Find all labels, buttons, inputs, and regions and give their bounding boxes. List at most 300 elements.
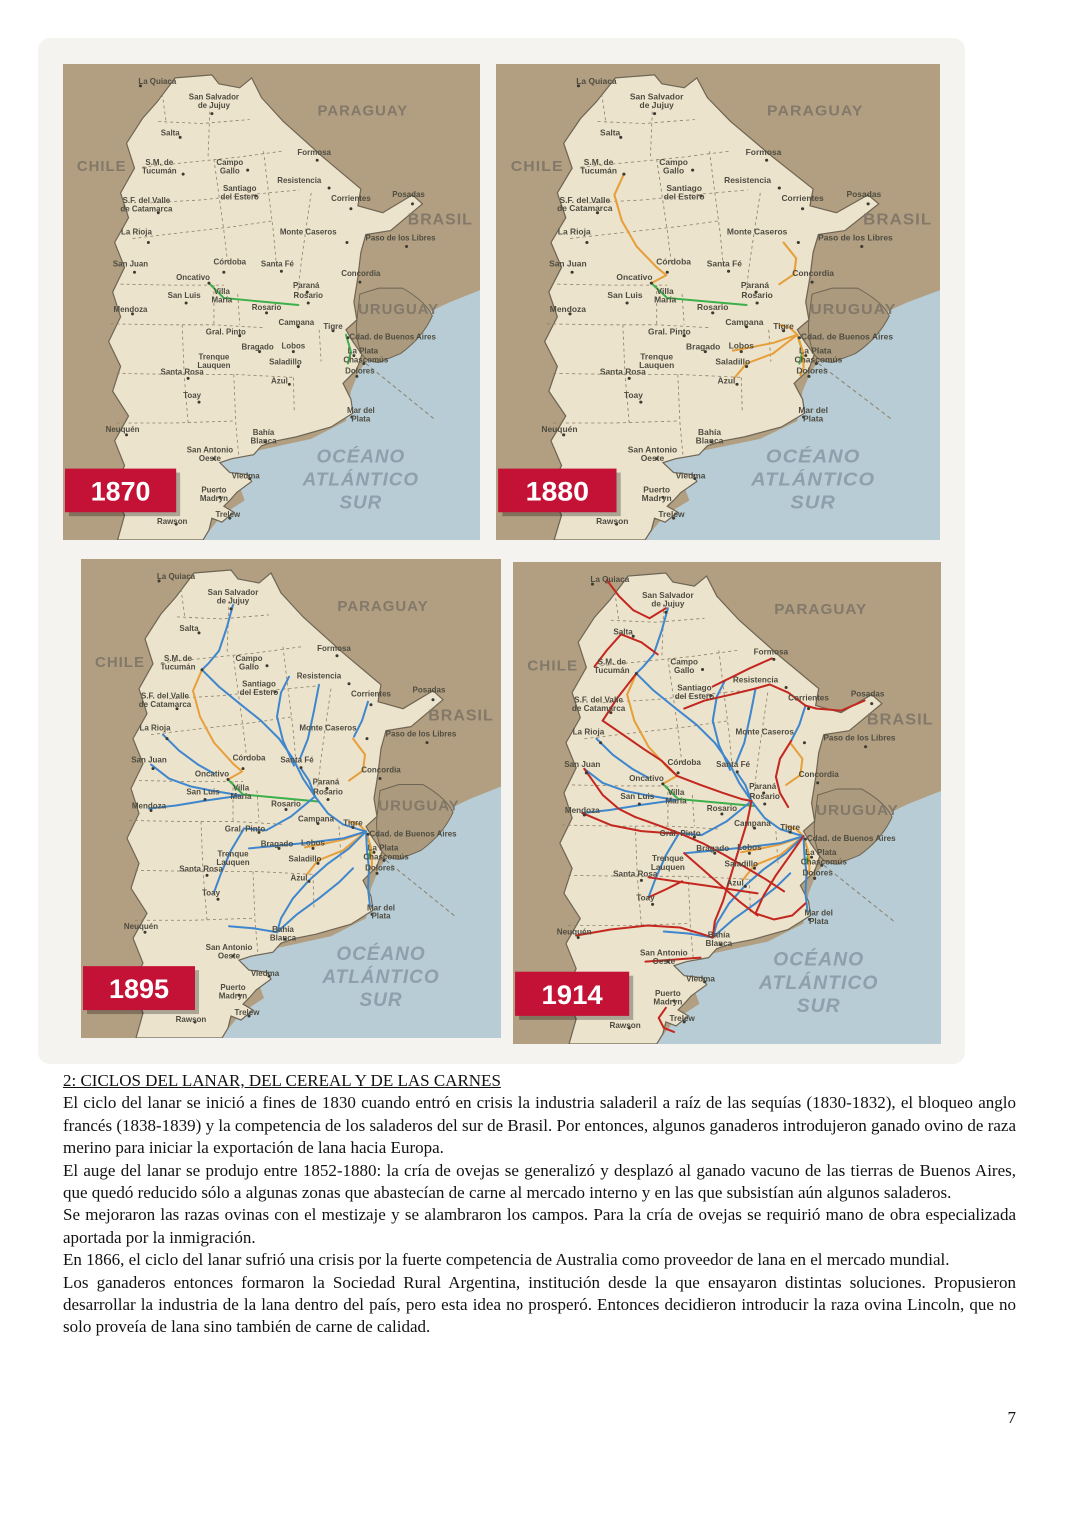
- city-label: Toay: [623, 391, 643, 401]
- city-dot: [772, 658, 775, 661]
- city-label: Viedma: [686, 974, 715, 984]
- city-label: Bahía Blanca: [250, 427, 277, 446]
- city-label: Formosa: [753, 647, 789, 657]
- city-dot: [166, 737, 169, 740]
- city-dot: [860, 245, 863, 248]
- city-label: La Plata: [367, 843, 399, 853]
- city-label: Formosa: [745, 148, 782, 158]
- city-label: Viedma: [675, 471, 706, 481]
- city-dot: [316, 159, 319, 162]
- paragraph-4: En 1866, el ciclo del lanar sufrió una crisis por la fuerte competencia de Australia como proveedor de lana en el mercado mundial.: [63, 1250, 950, 1270]
- city-label: Lobos: [281, 341, 306, 351]
- city-label: Santa Rosa: [179, 864, 223, 874]
- city-label: Corrientes: [331, 193, 371, 203]
- ocean-label: SUR: [359, 990, 403, 1012]
- city-label: Monte Caseros: [735, 727, 794, 737]
- city-label: Paraná: [740, 281, 770, 291]
- city-label: Campana: [725, 318, 764, 327]
- country-label: CHILE: [76, 159, 127, 176]
- city-label: Saladillo: [269, 357, 302, 367]
- city-dot: [864, 745, 867, 748]
- city-dot: [308, 880, 311, 883]
- city-label: Rosario: [251, 302, 282, 312]
- railway-map-1870: [63, 64, 480, 540]
- city-label: La Quiaca: [156, 571, 196, 581]
- city-label: La Plata: [347, 346, 379, 356]
- city-label: Corrientes: [781, 194, 824, 203]
- city-label: Dolores: [802, 868, 833, 878]
- city-dot: [266, 664, 269, 667]
- city-label: Monte Caseros: [726, 227, 788, 237]
- city-dot: [763, 802, 766, 805]
- railway-map-1880: [496, 64, 940, 540]
- city-dot: [379, 777, 382, 780]
- city-label: Mendoza: [113, 304, 148, 314]
- city-label: Oncativo: [194, 769, 230, 779]
- country-label: PARAGUAY: [767, 102, 864, 120]
- city-label: Paso de los Libres: [365, 233, 436, 243]
- ocean-label: OCÉANO: [773, 949, 865, 971]
- city-dot: [336, 654, 339, 657]
- city-label: Trenque Lauquen: [650, 854, 685, 872]
- country-label: URUGUAY: [358, 301, 440, 318]
- city-dot: [635, 672, 638, 675]
- city-dot: [778, 186, 781, 189]
- city-label: Santa Rosa: [599, 367, 646, 377]
- paragraph-5: Los ganaderos entonces formaron la Sociedad Rural Argentina, institución desde la que ensayaron distintas soluciones. Propusieron desarrollar la industria de la lana dentro del país, pero esta idea no prosperó. Entonces decidieron introducir la raza ovina Lincoln, que no solo proveía de lana sino también de carne de calidad.: [63, 1272, 1016, 1337]
- city-dot: [691, 169, 694, 172]
- city-label: Posadas: [412, 685, 446, 695]
- city-label: Posadas: [850, 689, 885, 699]
- city-label: Resistencia: [277, 176, 322, 185]
- city-label: Salta: [160, 128, 180, 138]
- country-label: PARAGUAY: [337, 597, 429, 615]
- city-label: Corrientes: [351, 689, 391, 699]
- city-label: Rawson: [175, 1015, 207, 1025]
- city-label: San Luis: [167, 291, 201, 301]
- city-label: Campo Gallo: [216, 158, 244, 176]
- city-dot: [348, 682, 351, 685]
- city-label: S.M. de Tucumán: [580, 158, 618, 176]
- city-label: Rawson: [609, 1020, 641, 1030]
- city-dot: [811, 281, 814, 284]
- city-label: Oncativo: [629, 773, 664, 783]
- city-label: Chascomús: [800, 857, 847, 867]
- city-dot: [801, 207, 804, 210]
- city-dot: [744, 885, 747, 888]
- city-dot: [426, 741, 429, 744]
- paragraph-3: Se mejoraron las razas ovinas con el mestizaje y se alambraron los campos. Para la cría de ovejas se requirió mano de obra especializada aportada por la inmigración.: [63, 1205, 1016, 1247]
- city-label: Bragado: [241, 342, 274, 352]
- city-label: Santa Rosa: [613, 869, 658, 879]
- city-label: Mendoza: [131, 801, 167, 811]
- city-dot: [870, 702, 873, 705]
- city-label: San Luis: [607, 291, 643, 300]
- city-label: Lobos: [301, 838, 325, 848]
- city-dot: [571, 271, 574, 274]
- city-label: Trenque Lauquen: [216, 849, 250, 867]
- city-label: Rosario: [749, 792, 780, 801]
- city-label: Oncativo: [176, 273, 211, 283]
- city-dot: [366, 737, 369, 740]
- city-dot: [677, 771, 680, 774]
- city-dot: [816, 781, 819, 784]
- railway-map-1914: [513, 562, 941, 1044]
- city-label: La Plata: [805, 848, 837, 858]
- city-label: Posadas: [846, 190, 882, 199]
- city-label: Rosario: [271, 799, 301, 809]
- city-dot: [370, 703, 373, 706]
- city-label: Córdoba: [656, 257, 691, 267]
- ocean-label: OCÉANO: [765, 446, 861, 468]
- city-label: San Juan: [549, 259, 587, 269]
- city-label: Tigre: [343, 818, 363, 828]
- city-label: Villa María: [211, 287, 233, 305]
- city-dot: [288, 383, 291, 386]
- city-label: La Quiaca: [138, 76, 177, 86]
- city-label: Bragado: [686, 342, 721, 352]
- city-label: Mar del Plata: [367, 903, 395, 921]
- city-dot: [628, 377, 631, 380]
- city-label: Salta: [600, 128, 621, 138]
- city-label: Concordia: [361, 765, 401, 775]
- city-dot: [358, 281, 361, 284]
- city-label: Rosario: [293, 291, 323, 301]
- city-dot: [307, 302, 310, 305]
- city-label: Toay: [201, 888, 221, 898]
- city-label: Trenque Lauquen: [639, 352, 675, 370]
- city-label: Córdoba: [213, 257, 247, 267]
- city-label: Santa Fé: [260, 259, 294, 269]
- city-label: Formosa: [317, 643, 351, 653]
- city-dot: [230, 607, 233, 610]
- city-label: Bragado: [696, 844, 730, 854]
- city-dot: [187, 377, 190, 380]
- city-dot: [185, 302, 188, 305]
- city-dot: [327, 798, 330, 801]
- city-label: San Juan: [564, 759, 601, 769]
- city-label: Gral. Pinto: [224, 824, 266, 834]
- city-label: Villa María: [665, 788, 687, 806]
- city-label: Salta: [179, 623, 199, 633]
- country-label: URUGUAY: [815, 802, 899, 820]
- year-badge-label: 1895: [108, 974, 170, 1005]
- city-label: Santa Fé: [706, 259, 742, 269]
- city-label: Resistencia: [724, 176, 772, 185]
- city-dot: [736, 770, 739, 773]
- railway-map-1895: [81, 559, 501, 1038]
- page-number: 7: [1007, 1408, 1016, 1427]
- city-dot: [432, 698, 435, 701]
- city-label: La Rioja: [139, 723, 171, 733]
- city-label: Bahía Blanca: [705, 930, 733, 949]
- ocean-label: ATLÁNTICO: [302, 468, 420, 490]
- city-label: Tigre: [323, 321, 343, 331]
- city-dot: [147, 241, 150, 244]
- city-dot: [867, 202, 870, 205]
- city-dot: [242, 767, 245, 770]
- map-panel-1895: [81, 559, 501, 1038]
- city-label: Dolores: [365, 863, 395, 873]
- city-label: Formosa: [297, 148, 331, 158]
- city-dot: [210, 112, 213, 115]
- city-label: Neuquén: [123, 922, 159, 932]
- city-label: Mar del Plata: [804, 908, 833, 926]
- map-panel-1914: [513, 562, 941, 1044]
- city-label: Cdad. de Buenos Aires: [369, 829, 457, 839]
- year-badge-label: 1870: [90, 476, 151, 507]
- ocean-label: SUR: [790, 491, 836, 514]
- city-dot: [206, 874, 209, 877]
- city-label: Toay: [636, 893, 655, 903]
- city-label: Tigre: [780, 823, 801, 833]
- city-label: San Juan: [112, 259, 149, 269]
- city-label: Bragado: [260, 839, 294, 849]
- country-label: CHILE: [510, 158, 564, 175]
- ocean-label: ATLÁNTICO: [751, 469, 876, 491]
- city-dot: [152, 767, 155, 770]
- country-label: BRASIL: [863, 211, 933, 229]
- city-label: Chascomús: [794, 355, 843, 365]
- city-label: Monte Caseros: [279, 227, 337, 237]
- country-label: BRASIL: [428, 707, 494, 725]
- maps-figure: [38, 38, 965, 1064]
- city-dot: [735, 383, 738, 386]
- ocean-label: SUR: [796, 995, 841, 1017]
- city-label: Villa María: [230, 783, 252, 801]
- city-label: Trelew: [669, 1013, 695, 1023]
- city-label: Oncativo: [616, 273, 653, 283]
- city-label: Concordia: [792, 269, 835, 279]
- city-dot: [204, 798, 207, 801]
- city-label: Concordia: [341, 269, 381, 279]
- city-label: Viedma: [231, 471, 260, 481]
- city-dot: [803, 741, 806, 744]
- city-label: S.F. del Valle de Catamarca: [571, 695, 626, 714]
- country-label: BRASIL: [407, 211, 473, 229]
- city-label: Gral. Pinto: [648, 327, 691, 337]
- city-dot: [765, 159, 768, 162]
- city-label: Saladillo: [715, 357, 751, 367]
- city-label: San Salvador de Jujuy: [188, 92, 240, 111]
- city-label: Campo Gallo: [659, 158, 688, 176]
- city-label: S.F. del Valle de Catamarca: [557, 196, 613, 214]
- city-label: Posadas: [392, 189, 425, 199]
- city-label: San Salvador de Jujuy: [629, 92, 684, 111]
- city-dot: [727, 270, 730, 273]
- city-dot: [626, 302, 629, 305]
- city-label: Trelew: [658, 510, 685, 520]
- ocean-label: ATLÁNTICO: [758, 972, 879, 994]
- city-label: S.F. del Valle de Catamarca: [120, 195, 173, 214]
- country-label: BRASIL: [866, 710, 934, 729]
- city-dot: [651, 903, 654, 906]
- city-label: Azul: [717, 376, 736, 386]
- city-label: Gral. Pinto: [205, 327, 246, 337]
- city-label: Santa Fé: [280, 755, 314, 765]
- city-label: S.M. de Tucumán: [594, 657, 630, 675]
- city-label: Cdad. de Buenos Aires: [349, 332, 436, 342]
- city-label: Concordia: [798, 769, 839, 779]
- city-label: La Rioja: [121, 227, 152, 237]
- city-label: Trelew: [215, 510, 241, 520]
- city-label: San Antonio Oeste: [627, 445, 678, 464]
- city-dot: [807, 707, 810, 710]
- city-label: San Antonio Oeste: [186, 445, 234, 464]
- city-label: Salta: [613, 627, 633, 637]
- city-label: Paso de los Libres: [385, 729, 457, 739]
- city-label: Córdoba: [232, 753, 266, 763]
- city-label: Dolores: [796, 366, 828, 376]
- city-label: San Luis: [186, 787, 220, 797]
- city-label: Gral. Pinto: [659, 829, 701, 839]
- city-label: Paso de los Libres: [818, 233, 893, 243]
- city-dot: [785, 686, 788, 689]
- city-dot: [349, 207, 352, 210]
- city-label: San Luis: [620, 792, 655, 801]
- city-label: Viedma: [250, 969, 280, 979]
- country-label: PARAGUAY: [317, 103, 409, 120]
- city-label: Monte Caseros: [299, 723, 357, 733]
- city-label: Dolores: [345, 366, 375, 376]
- city-label: Lobos: [737, 843, 762, 853]
- city-label: Corrientes: [788, 693, 829, 703]
- country-label: URUGUAY: [378, 797, 460, 815]
- city-dot: [405, 245, 408, 248]
- city-label: Santiago del Estero: [663, 184, 705, 202]
- city-label: Santiago del Estero: [674, 683, 715, 702]
- city-label: Puerto Madryn: [641, 485, 672, 503]
- city-dot: [599, 741, 602, 744]
- city-dot: [640, 879, 643, 882]
- city-label: S.M. de Tucumán: [141, 158, 177, 176]
- city-label: Santiago del Estero: [220, 183, 259, 202]
- city-label: Resistencia: [296, 671, 342, 681]
- city-label: Santa Fé: [716, 759, 751, 769]
- city-dot: [664, 611, 667, 614]
- city-label: Trenque Lauquen: [197, 352, 231, 370]
- city-label: Paraná: [293, 281, 320, 291]
- city-label: Campo Gallo: [670, 657, 698, 675]
- city-label: Bahía Blanca: [695, 428, 724, 446]
- paragraph-1: El ciclo del lanar se inició a fines de 1830 cuando entró en crisis la industria saladeril a raíz de las sequías (1830-1832), el bloqueo anglo francés (1838-1839) y la competencia de los saladeros del sur de Brasil. Por entonces, algunos ganaderos introdujeron ganado ovino de raza merino para iniciar la exportación de lana hacia Europa.: [63, 1093, 1016, 1158]
- city-dot: [328, 186, 331, 189]
- country-label: CHILE: [527, 657, 579, 675]
- city-label: Saladillo: [288, 854, 322, 864]
- city-label: Mendoza: [549, 305, 586, 314]
- city-label: San Antonio Oeste: [205, 943, 253, 961]
- city-label: La Rioja: [557, 227, 591, 237]
- city-dot: [797, 241, 800, 244]
- city-label: Paraná: [749, 781, 777, 791]
- city-label: Saladillo: [724, 859, 759, 869]
- city-label: Paso de los Libres: [823, 733, 896, 743]
- city-dot: [182, 173, 185, 176]
- city-label: Rosario: [313, 787, 343, 797]
- city-label: San Juan: [131, 755, 167, 765]
- city-label: Campana: [734, 819, 771, 829]
- city-label: Campana: [278, 317, 315, 327]
- city-label: Santa Rosa: [160, 367, 204, 377]
- city-dot: [246, 169, 249, 172]
- city-label: La Plata: [799, 346, 832, 356]
- city-label: Tigre: [773, 322, 794, 331]
- city-label: Cdad. de Buenos Aires: [800, 332, 894, 342]
- city-dot: [701, 668, 704, 671]
- city-label: Rosario: [741, 291, 773, 300]
- city-label: Mar del Plata: [346, 406, 375, 424]
- city-label: San Salvador de Jujuy: [642, 591, 694, 609]
- city-label: Lobos: [728, 341, 754, 351]
- city-dot: [653, 112, 656, 115]
- city-dot: [666, 271, 669, 274]
- city-dot: [280, 270, 283, 273]
- city-label: Toay: [183, 391, 202, 401]
- city-label: Puerto Madryn: [199, 485, 229, 503]
- paragraph-2: El auge del lanar se produjo entre 1852-1880: la cría de ovejas se generalizó y desplazó al ganado vacuno de las tierras de Buenos Aires, que quedó reducido sólo a algunas zonas que abastecían de carne al mercado interno y en las que subsistían aún algunos saladeros.: [63, 1160, 1016, 1203]
- city-dot: [622, 173, 625, 176]
- city-label: Azul: [290, 873, 308, 883]
- city-label: Rosario: [706, 804, 738, 814]
- city-label: Santiago del Estero: [239, 679, 279, 698]
- city-dot: [222, 271, 225, 274]
- city-dot: [411, 202, 414, 205]
- city-label: Neuquén: [541, 425, 578, 434]
- city-label: Chascomús: [343, 355, 389, 365]
- city-label: Cdad. de Buenos Aires: [806, 834, 896, 844]
- city-label: Villa María: [654, 287, 677, 305]
- city-label: Córdoba: [667, 757, 701, 767]
- city-dot: [585, 241, 588, 244]
- city-dot: [756, 302, 759, 305]
- city-label: S.M. de Tucumán: [160, 653, 196, 672]
- city-label: Neuquén: [556, 927, 592, 937]
- city-dot: [198, 401, 201, 404]
- city-label: Mendoza: [564, 806, 600, 816]
- city-label: Resistencia: [732, 675, 779, 685]
- city-label: San Salvador de Jujuy: [207, 587, 259, 606]
- city-label: Bahía Blanca: [269, 925, 297, 943]
- ocean-label: SUR: [339, 491, 383, 513]
- city-label: Rawson: [596, 517, 629, 527]
- country-label: URUGUAY: [810, 301, 897, 318]
- map-panel-1870: [63, 64, 480, 540]
- city-dot: [300, 766, 303, 769]
- city-label: San Antonio Oeste: [640, 948, 688, 967]
- city-dot: [217, 898, 220, 901]
- ocean-label: OCÉANO: [316, 445, 406, 467]
- city-label: Azul: [726, 878, 744, 888]
- map-panel-1880: [496, 64, 940, 540]
- city-label: Chascomús: [363, 852, 409, 862]
- city-label: Paraná: [312, 777, 340, 787]
- ocean-label: OCÉANO: [336, 944, 426, 966]
- city-label: Rosario: [696, 303, 729, 312]
- city-dot: [639, 401, 642, 404]
- section-text: [63, 1070, 1016, 1339]
- city-dot: [345, 241, 348, 244]
- city-label: Trelew: [234, 1008, 260, 1018]
- city-label: Puerto Madryn: [653, 988, 683, 1007]
- year-badge-label: 1880: [525, 476, 590, 507]
- country-label: CHILE: [95, 653, 145, 671]
- city-label: La Quiaca: [590, 575, 630, 585]
- city-dot: [133, 271, 136, 274]
- city-label: S.F. del Valle de Catamarca: [138, 691, 192, 710]
- year-badge-label: 1914: [541, 979, 603, 1010]
- country-label: PARAGUAY: [774, 601, 868, 619]
- city-label: Neuquén: [105, 424, 140, 434]
